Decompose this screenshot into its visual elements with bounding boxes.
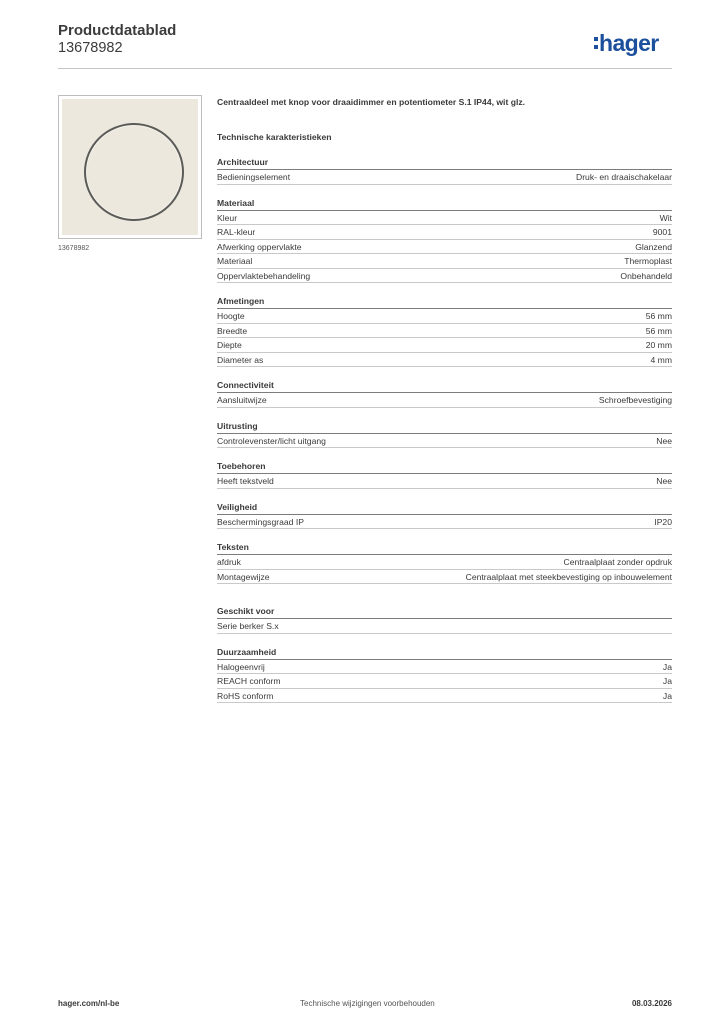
spec-label: Aansluitwijze [217,395,267,405]
spec-section [217,646,672,704]
spec-value: Ja [662,676,672,686]
spec-label: Heeft tekstveld [217,476,274,486]
spec-label: Diepte [217,340,242,350]
spec-value: 4 mm [650,354,672,365]
spec-label: Oppervlaktebehandeling [217,270,311,281]
spec-value: 56 mm [645,325,672,336]
spec-section [217,501,672,530]
spec-section [217,460,672,489]
spec-row [217,211,672,226]
section-title: Materiaal [217,197,672,211]
section-title: Connectiviteit [217,379,672,393]
spec-section [217,295,672,367]
technical-characteristics-title: Technische karakteristieken [217,132,332,142]
spec-label: RAL-kleur [217,227,256,237]
spec-value: Wit [659,212,672,223]
spec-row [217,689,672,704]
spec-value: Centraalplaat zonder opdruk [563,557,672,567]
spec-value: Ja [662,661,672,672]
knob-ring [84,123,184,221]
spec-label: Serie berker S.x [217,621,279,631]
spec-value: Druk- en draaischakelaar [575,172,672,182]
spec-value: Schroefbevestiging [598,395,672,405]
section-title: Architectuur [217,156,672,170]
product-plate [62,99,198,235]
spec-label: Diameter as [217,354,264,365]
spec-row [217,338,672,353]
spec-label: Kleur [217,212,238,223]
spec-row [217,515,672,530]
spec-row [217,225,672,240]
spec-row [217,619,672,634]
spec-label: Halogeenvrij [217,661,265,672]
spec-row [217,474,672,489]
spec-value: 56 mm [645,311,672,321]
spec-section [217,541,672,584]
spec-label: Hoogte [217,311,245,321]
extra-sections [217,605,672,703]
logo-text: hager [599,30,659,56]
spec-row [217,269,672,284]
spec-section [217,379,672,408]
spec-label: Beschermingsgraad IP [217,516,304,527]
spec-section [217,156,672,185]
spec-row [217,555,672,570]
spec-label: Afwerking oppervlakte [217,241,302,252]
footer-website: hager.com/nl-be [58,999,120,1008]
spec-label: Controlevenster/licht uitgang [217,435,326,446]
section-title: Afmetingen [217,295,672,309]
section-title: Teksten [217,541,672,555]
section-title: Duurzaamheid [217,646,672,660]
footer-notice: Technische wijzigingen voorbehouden [300,999,435,1008]
spec-sections [217,156,672,584]
spec-value: 20 mm [645,340,672,350]
spec-value: Centraalplaat met steekbevestiging op inbouwelement [465,571,672,582]
footer-date: 08.03.2026 [631,999,672,1008]
spec-row [217,324,672,339]
section-title: Geschikt voor [217,605,672,619]
article-number: 13678982 [58,40,123,56]
spec-section [217,605,672,634]
spec-row [217,240,672,255]
spec-label: Bedieningselement [217,172,291,182]
spec-value: Ja [662,690,672,701]
spec-value: Glanzend [635,241,672,252]
spec-section [217,420,672,449]
image-caption: 13678982 [58,245,90,252]
section-title: Veiligheid [217,501,672,515]
spec-row [217,434,672,449]
spec-row [217,570,672,585]
spec-label: Montagewijze [217,571,270,582]
spec-section [217,197,672,284]
spec-value: Nee [656,435,672,446]
section-title: Uitrusting [217,420,672,434]
spec-content [217,95,672,703]
spec-row [217,254,672,269]
page-title: Productdatablad [58,22,177,39]
spec-row [217,660,672,675]
spec-row [217,393,672,408]
spec-value: 9001 [652,227,672,237]
spec-row [217,170,672,185]
spec-value: Nee [656,476,672,486]
spec-label: REACH conform [217,676,281,686]
product-image [58,95,202,239]
product-description: Centraaldeel met knop voor draaidimmer en potentiometer S.1 IP44, wit glz. [217,97,526,107]
spec-value: Onbehandeld [620,270,672,281]
section-title: Toebehoren [217,460,672,474]
spec-row [217,674,672,689]
spec-value: IP20 [654,516,672,527]
spec-label: Breedte [217,325,248,336]
header-divider [58,68,672,69]
spec-row [217,309,672,324]
spec-value: Thermoplast [624,256,672,266]
spec-label: RoHS conform [217,690,274,701]
spec-label: afdruk [217,557,241,567]
spec-row [217,353,672,368]
spec-label: Materiaal [217,256,253,266]
hager-logo [594,30,659,57]
